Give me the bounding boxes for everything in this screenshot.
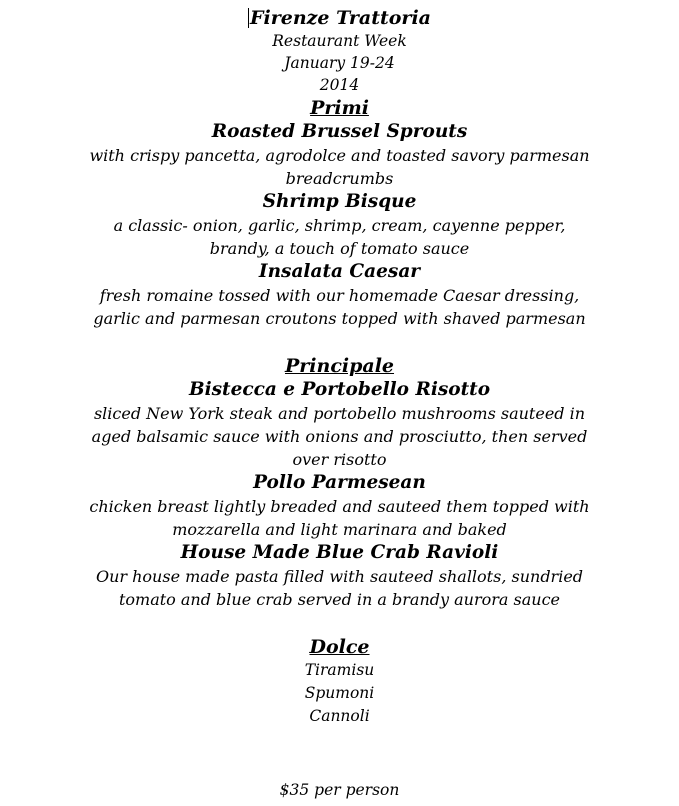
dish-name: Roasted Brussel Sprouts: [211, 121, 468, 142]
dish-description: sliced New York steak and portobello mushrooms sauteed in: [93, 404, 586, 423]
event-dates: January 19-24: [284, 54, 395, 72]
dish-name: Pollo Parmesean: [253, 472, 426, 493]
dish-description: a classic- onion, garlic, shrimp, cream, cayenne pepper,: [113, 216, 566, 235]
dish-name: Insalata Caesar: [258, 261, 421, 282]
spacer: [0, 611, 679, 635]
section-heading-dolce: Dolce: [309, 636, 370, 658]
dessert-item: Spumoni: [304, 684, 375, 702]
dish-name: Bistecca e Portobello Risotto: [188, 379, 491, 400]
text-cursor: [248, 8, 249, 28]
restaurant-name: Firenze Trattoria: [250, 7, 431, 29]
dish-description: with crispy pancetta, agrodolce and toasted savory parmesan: [89, 146, 590, 165]
dish-description: chicken breast lightly breaded and sauteed them topped with: [89, 497, 590, 516]
menu-document: [0, 6, 679, 802]
spacer: [0, 728, 679, 779]
dish-name: House Made Blue Crab Ravioli: [180, 542, 499, 563]
dish-description: breadcrumbs: [285, 169, 394, 188]
dish-name: Shrimp Bisque: [262, 191, 417, 212]
dish-description: fresh romaine tossed with our homemade Caesar dressing,: [99, 286, 580, 305]
dish-description: garlic and parmesan croutons topped with shaved parmesan: [93, 309, 586, 328]
dish-description: aged balsamic sauce with onions and prosciutto, then served: [91, 427, 588, 446]
dish-description: Our house made pasta filled with sauteed shallots, sundried: [95, 567, 584, 586]
event-name: Restaurant Week: [272, 32, 407, 50]
dessert-item: Cannoli: [309, 707, 370, 725]
dish-description: tomato and blue crab served in a brandy aurora sauce: [118, 590, 561, 609]
dessert-item: Tiramisu: [304, 661, 375, 679]
dish-description: brandy, a touch of tomato sauce: [209, 239, 470, 258]
section-heading-primi: Primi: [310, 97, 369, 119]
dish-description: over risotto: [292, 450, 387, 469]
spacer: [0, 330, 679, 354]
dish-description: mozzarella and light marinara and baked: [172, 520, 507, 539]
event-year: 2014: [319, 76, 360, 94]
section-heading-principale: Principale: [284, 355, 395, 377]
price-per-person: $35 per person: [279, 781, 400, 799]
